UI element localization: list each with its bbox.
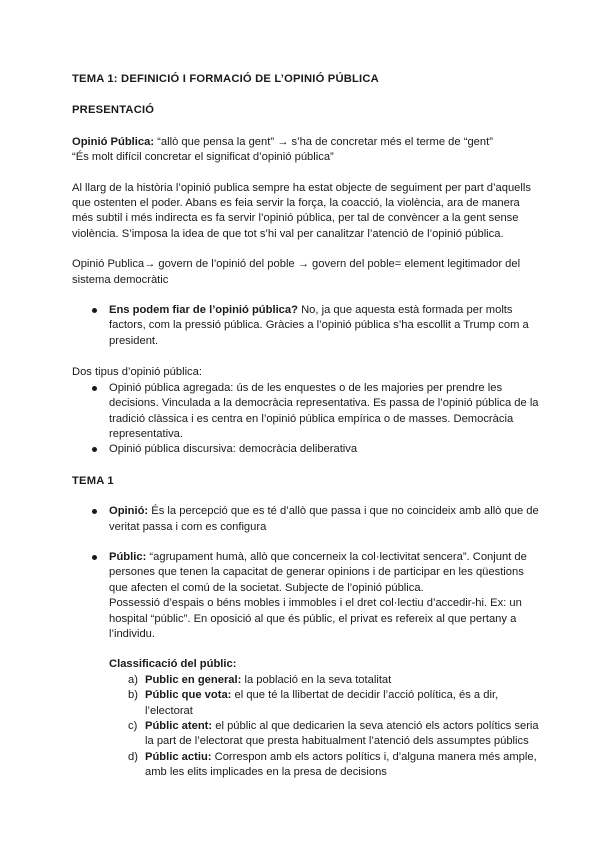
dos-tipus-intro: Dos tipus d’opinió pública: (72, 366, 202, 379)
paragraph-historia: Al llarg de la història l’opinió publica sempre ha estat objecte de seguiment per part d’aquells que ostenten el poder. Abans es feia servir la força, la coacció, la violència, ara de manera més subtil i més indirecta es fa servir l’opinió pública, per tal de convèncer a la gent sense violència. S’imposa la idea de que tot s’hi val per canalitzar l’atenció de l’opinió pública. (72, 181, 531, 240)
document-page (72, 72, 542, 781)
list-item-text: No, ja que aquesta està formada per molts factors, com la pressió pública. Gràcies a l’opinió pública s’ha escollit a Trump com a president. (109, 304, 529, 347)
list-item-text: el públic al que dedicarien la seva atenció els actors polítics seria la part de l’electorat que presta habitualment l’atenció dels assumptes públics (145, 720, 539, 748)
bullet-list-public (72, 550, 542, 596)
term-label: Públic actiu: (145, 750, 212, 763)
term-label: Públic atent: (145, 720, 213, 732)
paragraph-govern: Opinió Publica→ govern de l’opinió del poble → govern del poble= element legitimador del sistema democràtic (72, 258, 521, 286)
list-letter: b) (128, 689, 138, 702)
list-letter: c) (128, 720, 138, 732)
list-item: Opinió pública discursiva: democràcia deliberativa (72, 442, 542, 457)
section-heading-tema1: TEMA 1 (72, 474, 114, 487)
term-label: Públic: (109, 550, 147, 563)
list-item: Opinió pública agregada: ús de les enquestes o de les majories per prendre les decisions. Vinculada a la democràcia representativa. Es passa de l’opinió pública de la tradició clàssica i es centra en l’opinió pública empírica o de masses. Democràcia representativa. (72, 381, 542, 443)
list-letter: d) (128, 750, 138, 763)
opinio-publica-quote: “És molt difícil concretar el significat d’opinió pública” (72, 151, 334, 164)
bullet-list-opinio (72, 504, 542, 535)
list-item-text: Correspon amb els actors polítics i, d’alguna manera més ample, amb les elits implicades en la presa de decisions (145, 750, 537, 779)
list-item (109, 750, 542, 781)
classificacio-list (72, 673, 542, 781)
document-title: TEMA 1: DEFINICIÓ I FORMACIÓ DE L’OPINIÓ PÚBLICA (72, 73, 379, 85)
list-item-text: la població en la seva totalitat (241, 673, 392, 686)
term-label: Ens podem fiar de l’opinió pública? (109, 304, 298, 317)
section-heading-presentacio: PRESENTACIÓ (72, 104, 155, 117)
list-item (109, 719, 542, 750)
list-item (72, 303, 542, 349)
definition-text: “allò que pensa la gent” → s’ha de concretar més el terme de “gent” (154, 135, 493, 148)
list-letter: a) (128, 673, 138, 686)
bullet-list-tipus (72, 381, 542, 458)
classificacio-title (72, 657, 542, 672)
list-item-text: el que té la llibertat de decidir l’acció política, és a dir, l’electorat (145, 689, 499, 717)
list-item (109, 688, 542, 719)
list-item (109, 673, 542, 688)
opinio-publica-definition (72, 135, 542, 150)
term-label: Opinió Pública: (72, 135, 155, 148)
term-label: Public en general: (145, 673, 242, 686)
public-definition-continued: Possessió d’espais o béns mobles i immobles i el dret col·lectiu d’accedir-hi. Ex: un hospital “públic”. En oposició al que és públic, el privat es refereix al que pertany a l’individu. (109, 597, 522, 640)
bullet-list-fiar (72, 303, 542, 349)
term-label: Classificació del públic: (109, 658, 237, 671)
term-label: Opinió: (109, 505, 149, 518)
list-item-text: “agrupament humà, allò que concerneix la col·lectivitat sencera”. Conjunt de persones que tenen la capacitat de generar opinions i de participar en les qüestions que afecten el comú de la societat. Subjecte de l’opinió pública. (109, 550, 527, 594)
list-item-text: És la percepció que es té d’allò que passa i que no coincideix amb allò que de veritat passa i com es configura (109, 505, 539, 533)
term-label: Públic que vota: (145, 689, 232, 702)
list-item (72, 504, 542, 535)
list-item (72, 550, 542, 596)
